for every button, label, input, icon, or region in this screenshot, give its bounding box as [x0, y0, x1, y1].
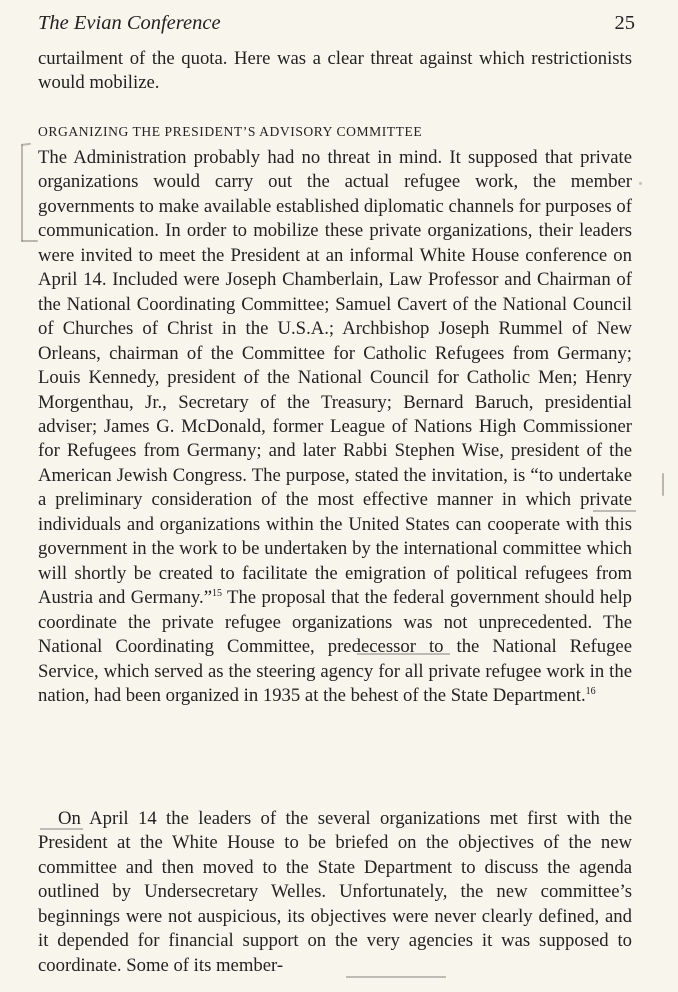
- section-heading: ORGANIZING THE PRESIDENT’S ADVISORY COMMITTEE: [38, 124, 423, 139]
- underline-mark: [346, 976, 446, 978]
- margin-bracket-bottom-mark: [21, 240, 38, 242]
- running-head: [38, 9, 635, 37]
- running-title: The Evian Conference: [38, 12, 221, 34]
- paragraph-text: The Administration probably had no threat in mind. It supposed that private organizations would carry out the actual refugee work, the member governments to make available established diplomatic channels for purposes of communication. In order to mobilize these private organizations, their leaders were invited to meet the President at an informal White House conference on April 14. Included were Joseph Chamberlain, Law Professor and Chairman of the National Coordinating Committee; Samuel Cavert of the National Council of Churches of Christ in the U.S.A.; Archbishop Joseph Rummel of New Orleans, chairman of the Committee for Catholic Refugees from Germany; Louis Kennedy, president of the National Council for Catholic Men; Henry Morgenthau, Jr., Secretary of the Treasury; Bernard Baruch, presidential adviser; James G. McDonald, former League of Nations High Commissioner for Refugees from Germany; and later Rabbi Stephen Wise, president of the American Jewish Congress. The purpose, stated the invitation, is “to undertake a preliminary consideration of the most effective manner in which private individuals and organizations within the United States can cooperate with this government in the work to be undertaken by the international committee which will shortly be created to facilitate the emigration of political refugees from Austria and Germany.”: [38, 147, 632, 609]
- meeting-paragraph: On April 14 the leaders of the several organizations met first with the President at the White House to be briefed on the objectives of the new committee and then moved to the State Department to discuss the agenda outlined by Undersecretary Welles. Unfortunately, the new committee’s beginnings were not auspicious, its objectives were never clearly defined, and it depended for financial support on the very agencies it was supposed to coordinate. Some of its member-: [38, 808, 632, 976]
- page-number: 25: [614, 12, 635, 34]
- footnote-reference-16: 16: [585, 685, 596, 697]
- paragraph-continuation: The proposal that the federal government should help coordinate the private refugee organizations was not unprecedented. The National Coordinating Committee, predecessor to the National Refugee Service, which served as the steering agency for all private refugee work in the nation, had been organized in 1935 at the behest of the State Department.: [38, 587, 633, 706]
- underline-mark: [40, 828, 83, 830]
- advisory-committee-paragraph: [38, 146, 632, 708]
- underline-mark: [357, 653, 450, 655]
- footnote-reference-15: 15: [212, 588, 223, 600]
- opening-paragraph: curtailment of the quota. Here was a clear threat against which restrictionists would mobilize.: [38, 48, 632, 94]
- margin-bracket-top-mark: [21, 143, 31, 146]
- pencil-dot-mark: [639, 182, 642, 185]
- underline-mark: [593, 510, 636, 512]
- margin-bracket-mark: [21, 144, 23, 242]
- right-margin-mark: [662, 473, 664, 496]
